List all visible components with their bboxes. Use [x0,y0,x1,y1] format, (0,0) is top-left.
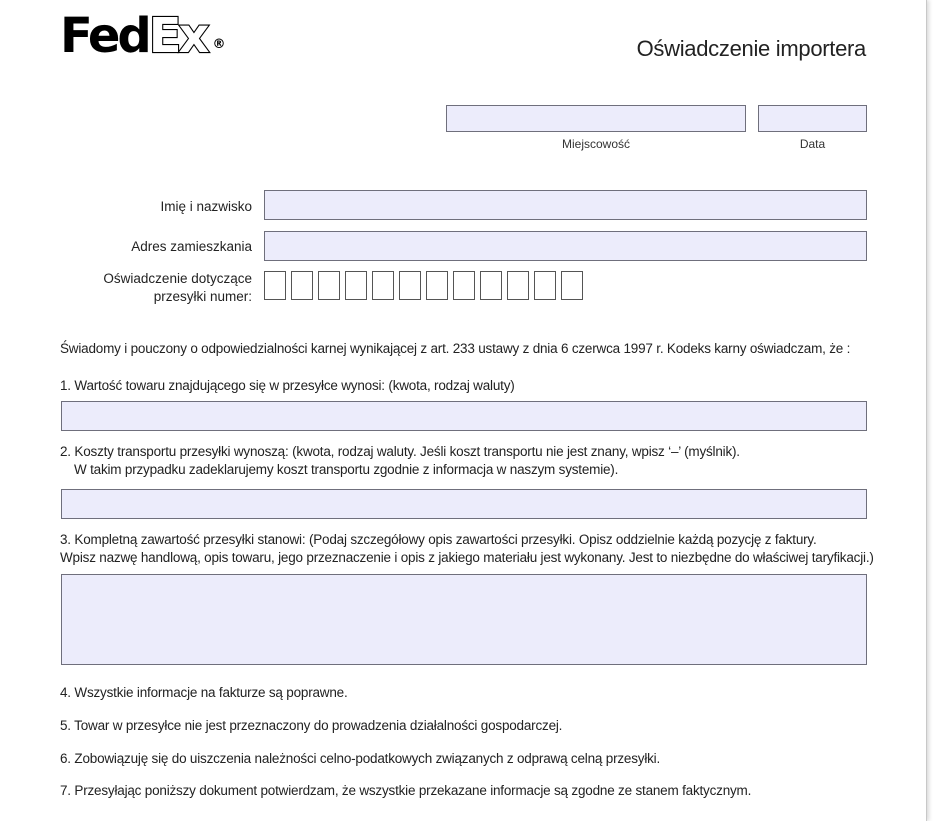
item5-text: 5. Towar w przesyłce nie jest przeznaczony do prowadzenia działalności gospodarczej. [60,718,563,733]
item3-text-line1: 3. Kompletną zawartość przesyłki stanowi: (Podaj szczegółowy opis zawartości przesyłki. Opisz oddzielnie każdą pozycję z faktury. [60,532,817,547]
shipment-digit-box[interactable] [345,271,367,300]
logo-ex-text: Ex [148,8,207,64]
shipment-digit-box[interactable] [372,271,394,300]
goods-value-field[interactable] [61,401,867,431]
item2-text-line1: 2. Koszty transportu przesyłki wynoszą: (kwota, rodzaj waluty. Jeśli koszt transportu nie jest znany, wpisz ‘–’ (myślnik). [60,444,740,459]
item6-text: 6. Zobowiązuję się do uiszczenia należności celno-podatkowych związanych z odprawą celną przesyłki. [60,751,661,766]
shipment-digit-box[interactable] [399,271,421,300]
contents-description-field[interactable] [61,574,867,665]
shipment-digit-box[interactable] [507,271,529,300]
shipment-number-boxes [264,271,583,300]
shipment-digit-box[interactable] [264,271,286,300]
item4-text: 4. Wszystkie informacje na fakturze są poprawne. [60,685,348,700]
name-label: Imię i nazwisko [160,199,252,214]
shipment-digit-box[interactable] [534,271,556,300]
shipment-digit-box[interactable] [318,271,340,300]
item2-text-line2: W takim przypadku zadeklarujemy koszt transportu zgodnie z informacja w naszym systemie). [74,462,619,477]
page-title: Oświadczenie importera [636,36,866,61]
shipment-digit-box[interactable] [291,271,313,300]
item7-text: 7. Przesyłając poniższy dokument potwierdzam, że wszystkie przekazane informacje są zgodne ze stanem faktycznym. [60,783,752,798]
place-field[interactable] [446,105,746,132]
shipment-label-line2: przesyłki numer: [153,289,252,304]
shipment-digit-box[interactable] [480,271,502,300]
shipment-digit-box[interactable] [426,271,448,300]
item3-text-line2: Wpisz nazwę handlową, opis towaru, jego przeznaczenie i opis z jakiego materiału jest wykonany. Jest to niezbędne do właściwej taryfikacji.) [60,550,874,565]
date-caption: Data [799,137,826,151]
logo-fed-text: Fed [60,8,149,64]
shipment-digit-box[interactable] [561,271,583,300]
registered-mark: ® [212,37,226,52]
address-field[interactable] [264,231,867,261]
name-field[interactable] [264,190,867,220]
address-label: Adres zamieszkania [131,239,252,254]
item1-text: 1. Wartość towaru znajdującego się w przesyłce wynosi: (kwota, rodzaj waluty) [60,378,515,393]
place-caption: Miejscowość [561,137,630,151]
shipment-label-line1: Oświadczenie dotyczące [103,271,252,286]
shipment-digit-box[interactable] [453,271,475,300]
transport-cost-field[interactable] [61,489,867,519]
fedex-logo [60,8,226,64]
date-field[interactable] [758,105,867,132]
declaration-intro: Świadomy i pouczony o odpowiedzialności karnej wynikającej z art. 233 ustawy z dnia 6 czerwca 1997 r. Kodeks karny oświadczam, że : [60,341,851,356]
shipment-number-label [60,270,252,306]
